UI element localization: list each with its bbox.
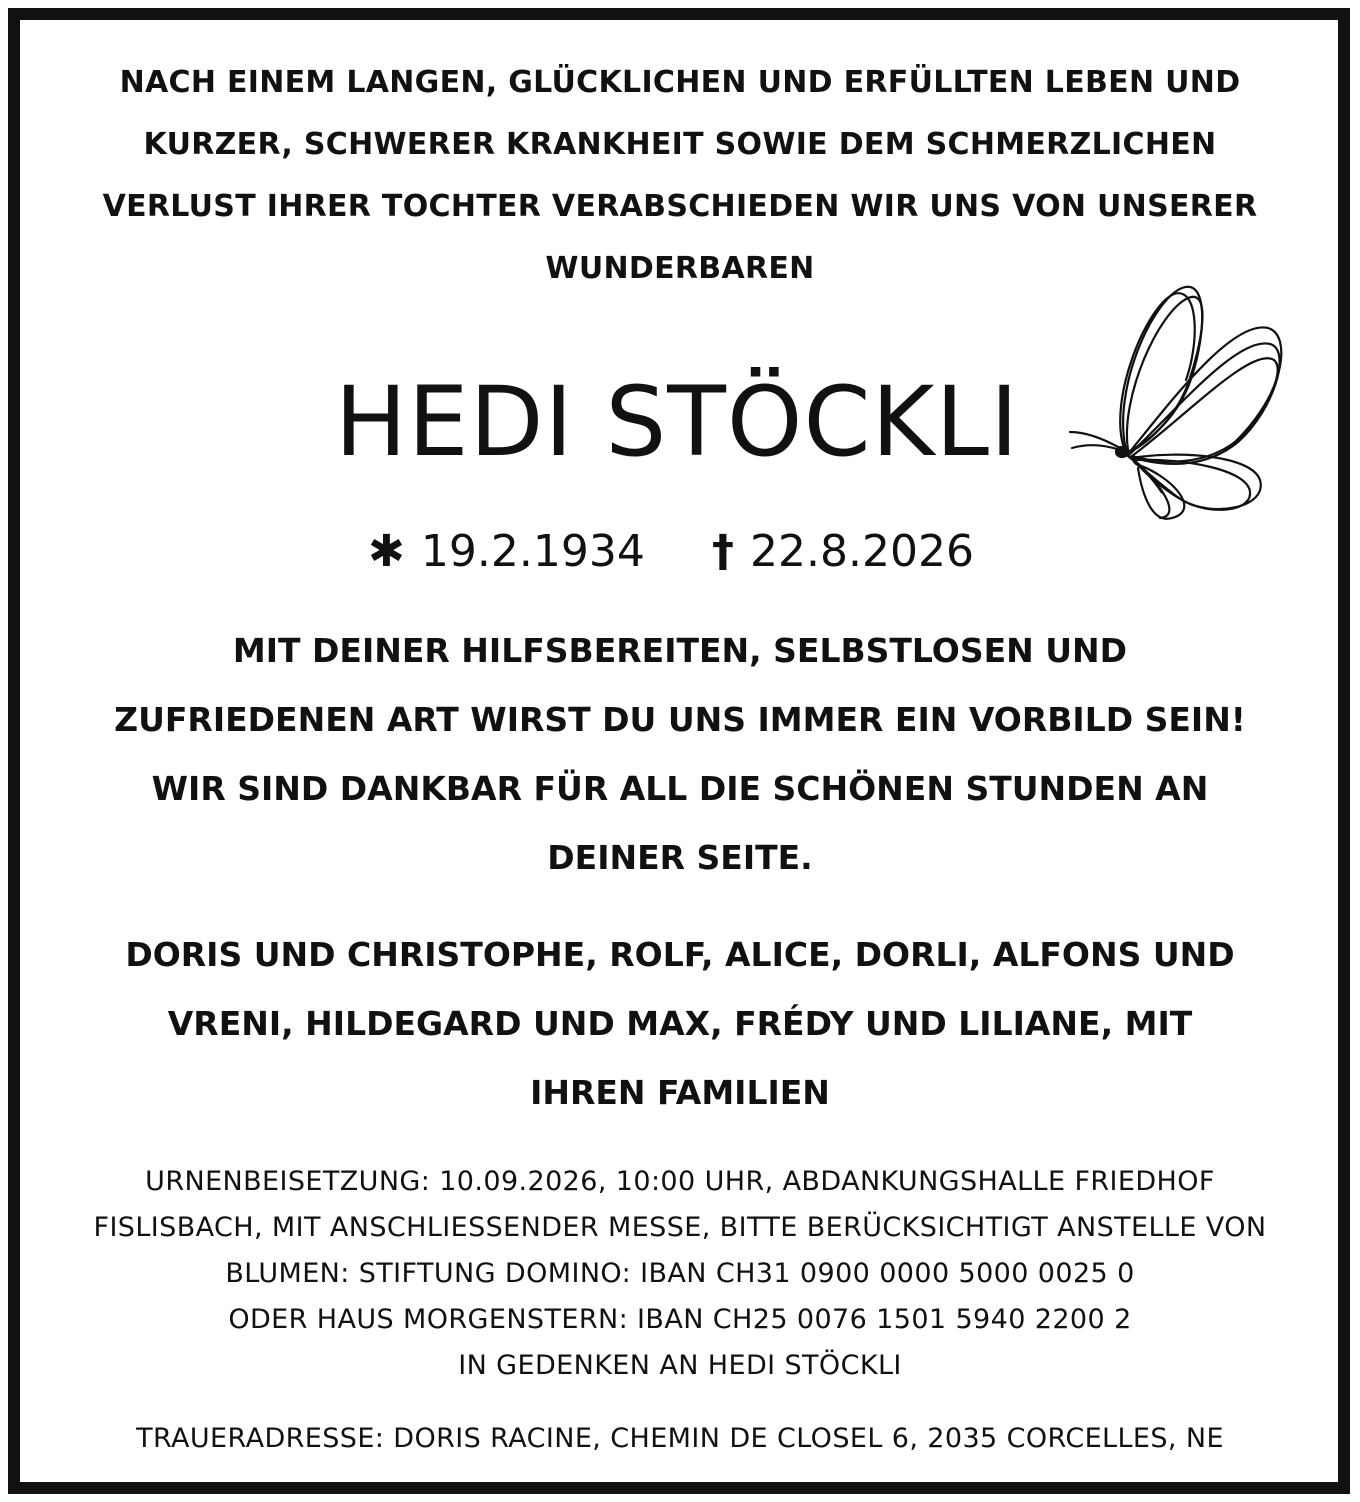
death-date: 22.8.2026: [750, 526, 974, 577]
intro-line: WUNDERBAREN: [545, 251, 815, 286]
ceremony-info: [20, 1159, 1340, 1389]
life-dates: [0, 522, 1360, 582]
tribute-line: WIR SIND DANKBAR FÜR ALL DIE SCHÖNEN STUNDEN AN: [151, 769, 1209, 808]
ceremony-info-line: URNENBEISETZUNG: 10.09.2026, 10:00 UHR, ABDANKUNGSHALLE FRIEDHOF: [145, 1166, 1215, 1197]
tribute-line: MIT DEINER HILFSBEREITEN, SELBSTLOSEN UND: [232, 631, 1128, 670]
mourning-address: TRAUERADRESSE: DORIS RACINE, CHEMIN DE CLOSEL 6, 2035 CORCELLES, NE: [136, 1423, 1224, 1454]
intro-line: KURZER, SCHWERER KRANKHEIT SOWIE DEM SCHMERZLICHEN: [143, 127, 1217, 162]
mourners-line: VRENI, HILDEGARD UND MAX, FRÉDY UND LILIANE, MIT: [167, 1004, 1193, 1043]
tribute-line: DEINER SEITE.: [547, 838, 813, 877]
mourners-line: DORIS UND CHRISTOPHE, ROLF, ALICE, DORLI, ALFONS UND: [125, 935, 1235, 974]
intro-text: [30, 52, 1330, 300]
intro-line: VERLUST IHRER TOCHTER VERABSCHIEDEN WIR UNS VON UNSERER: [102, 189, 1258, 224]
ceremony-info-line: ODER HAUS MORGENSTERN: IBAN CH25 0076 1501 5940 2200 2: [228, 1304, 1132, 1335]
birth-date-group: [368, 522, 645, 582]
mourners-line: IHREN FAMILIEN: [530, 1073, 830, 1112]
intro-line: NACH EINEM LANGEN, GLÜCKLICHEN UND ERFÜLLTEN LEBEN UND: [119, 65, 1241, 100]
ceremony-info-line: FISLISBACH, MIT ANSCHLIESSENDER MESSE, BITTE BERÜCKSICHTIGT ANSTELLE VON: [93, 1212, 1267, 1243]
mourners-list: [30, 920, 1330, 1127]
tribute-line: ZUFRIEDENEN ART WIRST DU UNS IMMER EIN VORBILD SEIN!: [114, 700, 1246, 739]
ceremony-info-line: IN GEDENKEN AN HEDI STÖCKLI: [458, 1350, 902, 1381]
butterfly-icon: [1062, 280, 1292, 530]
asterisk-icon: ✱: [368, 526, 405, 577]
cross-icon: †: [712, 526, 734, 577]
tribute-text: [30, 616, 1330, 892]
deceased-name-text: HEDI STÖCKLI: [334, 366, 1020, 478]
death-date-group: [712, 522, 974, 582]
birth-date: 19.2.1934: [420, 526, 645, 577]
ceremony-info-line: BLUMEN: STIFTUNG DOMINO: IBAN CH31 0900 0000 5000 0025 0: [225, 1258, 1135, 1289]
